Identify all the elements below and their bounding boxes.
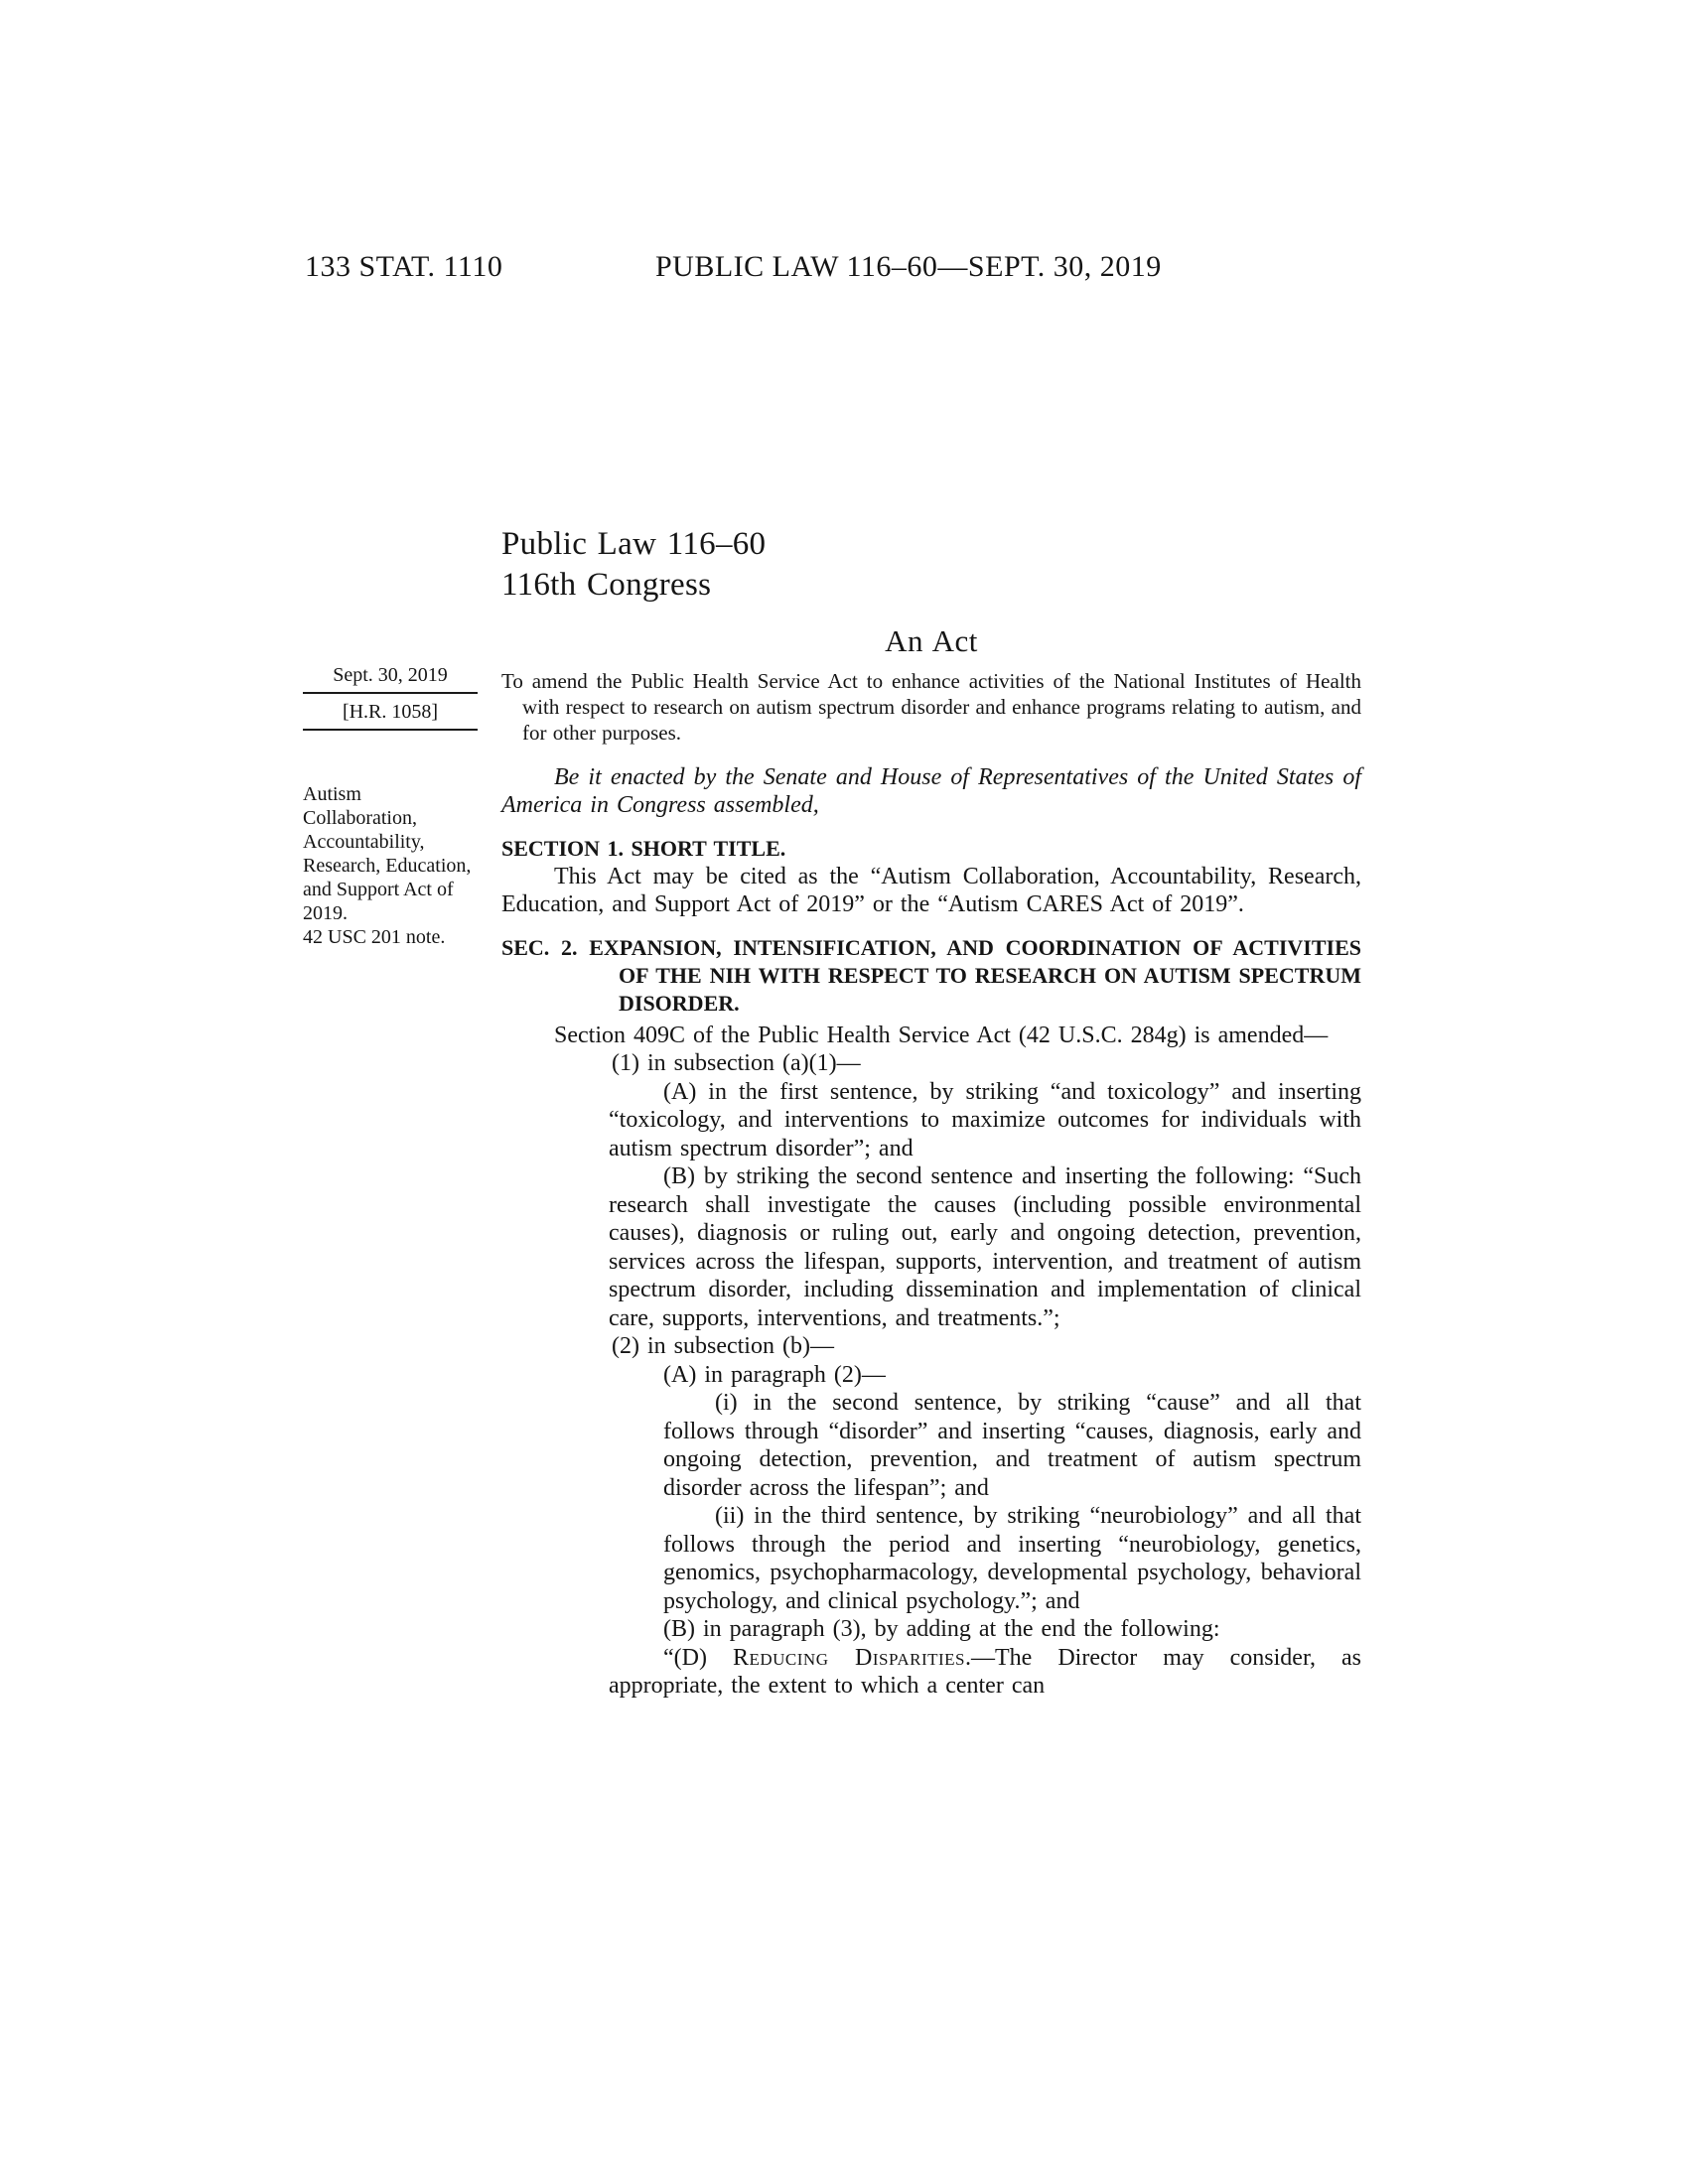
margin-rule-top (303, 692, 478, 694)
main-column (501, 524, 1361, 1701)
amendment-clause-1B: (B) by striking the second sentence and inserting the following: “Such research shall investigate the causes (including possible environmental causes), diagnosis or ruling out, early and ongoing detection, prevention, services across the lifespan, supports, intervention, and treatment of autism spectrum disorder, including dissemination and implementation of clinical care, supports, interventions, and treatments.”; (609, 1163, 1361, 1331)
section2-heading: SEC. 2. EXPANSION, INTENSIFICATION, AND COORDINATION OF ACTIVITIES OF THE NIH WITH RESPECT TO RESEARCH ON AUTISM SPECTRUM DISORDER. (501, 934, 1361, 1016)
section1-text: This Act may be cited as the “Autism Collaboration, Accountability, Research, Education, and Support Act of 2019” or the “Autism CARES Act of 2019”. (501, 863, 1361, 917)
margin-bill-number: [H.R. 1058] (342, 701, 439, 723)
an-act-heading: An Act (885, 623, 978, 658)
amendment-clause-2: (2) in subsection (b)— (612, 1333, 834, 1359)
amendment-clause-2A: (A) in paragraph (2)— (663, 1361, 886, 1388)
amendment-clause-1A: (A) in the first sentence, by striking “and toxicology” and inserting “toxicology, and interventions to maximize outcomes for individuals with autism spectrum disorder”; and (609, 1078, 1361, 1161)
margin-usc-note: 42 USC 201 note. (303, 926, 446, 948)
enacting-clause: Be it enacted by the Senate and House of Representatives of the United States of America in Congress assembled, (501, 763, 1361, 818)
margin-note-block (303, 782, 478, 949)
quoted-subparagraph-text: .—The Director may consider, as appropriate, the extent to which a center can (609, 1644, 1361, 1699)
law-title: Public Law 116–60 (501, 526, 767, 562)
section1-heading: SECTION 1. SHORT TITLE. (501, 835, 786, 861)
quoted-subparagraph-prefix: “(D) (663, 1644, 733, 1671)
amendment-clause-2A-ii: (ii) in the third sentence, by striking “neurobiology” and all that follows through the period and inserting “neurobiology, genetics, genomics, psychopharmacology, developmental psychology, behavioral psychology, and clinical psychology.”; and (663, 1503, 1361, 1614)
amendment-clause-2A-i: (i) in the second sentence, by striking “cause” and all that follows through “disorder” and inserting “causes, diagnosis, early and ongoing detection, prevention, and treatment of autism spectrum disorder across the lifespan”; and (663, 1390, 1361, 1501)
margin-date-block (303, 663, 478, 737)
amendment-intro: Section 409C of the Public Health Service Act (42 U.S.C. 284g) is amended— (554, 1022, 1329, 1048)
amendment-clause-2B: (B) in paragraph (3), by adding at the end the following: (663, 1616, 1220, 1642)
congress-line: 116th Congress (501, 567, 712, 603)
amendment-clause-1: (1) in subsection (a)(1)— (612, 1050, 861, 1076)
margin-short-title-note: Autism Collaboration, Accountability, Research, Education, and Support Act of 2019. (303, 783, 472, 924)
margin-date: Sept. 30, 2019 (333, 664, 448, 686)
law-running-head: PUBLIC LAW 116–60—SEPT. 30, 2019 (655, 250, 1162, 283)
preamble: To amend the Public Health Service Act to enhance activities of the National Institutes of Health with respect to research on autism spectrum disorder and enhance programs relating to autism, and for other purposes. (501, 668, 1361, 745)
margin-rule-bottom (303, 729, 478, 731)
reducing-disparities-caption: Reducing Disparities (732, 1644, 965, 1671)
stat-citation: 133 STAT. 1110 (305, 250, 503, 283)
amendment-clause-2B-D (609, 1644, 1361, 1701)
